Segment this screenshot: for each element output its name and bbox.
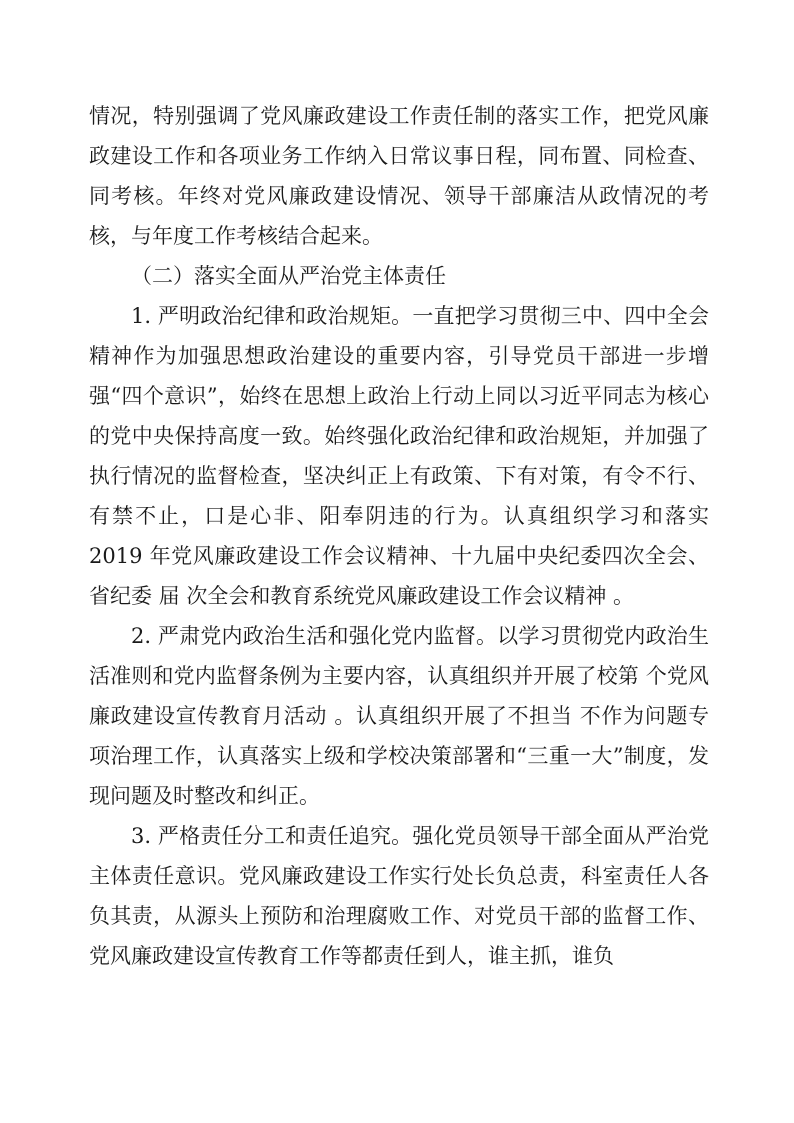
- paragraph-continuation: 情况，特别强调了党风廉政建设工作责任制的落实工作，把党风廉政建设工作和各项业务工作纳入日常议事日程，同布置、同检查、同考核。年终对党风廉政建设情况、领导干部廉洁从政情况的考核，与年度工作考核结合起来。: [89, 104, 709, 248]
- paragraph-item-1: 1. 严明政治纪律和政治规矩。一直把学习贯彻三中、四中全会精神作为加强思想政治建设的重要内容，引导党员干部进一步增强“四个意识”，始终在思想上政治上行动上同以习近平同志为核心的党中央保持高度一致。始终强化政治纪律和政治规矩，并加强了执行情况的监督检查，坚决纠正上有政策、下有对策，有令不行、有禁不止，口是心非、阳奉阴违的行为。认真组织学习和落实 2019 年党风廉政建设工作会议精神、十九届中央纪委四次全会、省纪委 届 次全会和教育系统党风廉政建设工作会议精神 。: [89, 304, 709, 608]
- paragraph-item-3: 3. 严格责任分工和责任追究。强化党员领导干部全面从严治党主体责任意识。党风廉政建设工作实行处长负总责，科室责任人各负其责，从源头上预防和治理腐败工作、对党员干部的监督工作、党风廉政建设宣传教育工作等都责任到人，谁主抓，谁负: [89, 824, 709, 968]
- document-body: [89, 96, 709, 976]
- section-heading: （二）落实全面从严治党主体责任: [131, 264, 446, 288]
- paragraph-item-2: 2. 严肃党内政治生活和强化党内监督。以学习贯彻党内政治生活准则和党内监督条例为主要内容，认真组织并开展了校第 个党风廉政建设宣传教育月活动 。认真组织开展了不担当 不作为问题专项治理工作，认真落实上级和学校决策部署和“三重一大”制度，发现问题及时整改和纠正。: [89, 624, 709, 808]
